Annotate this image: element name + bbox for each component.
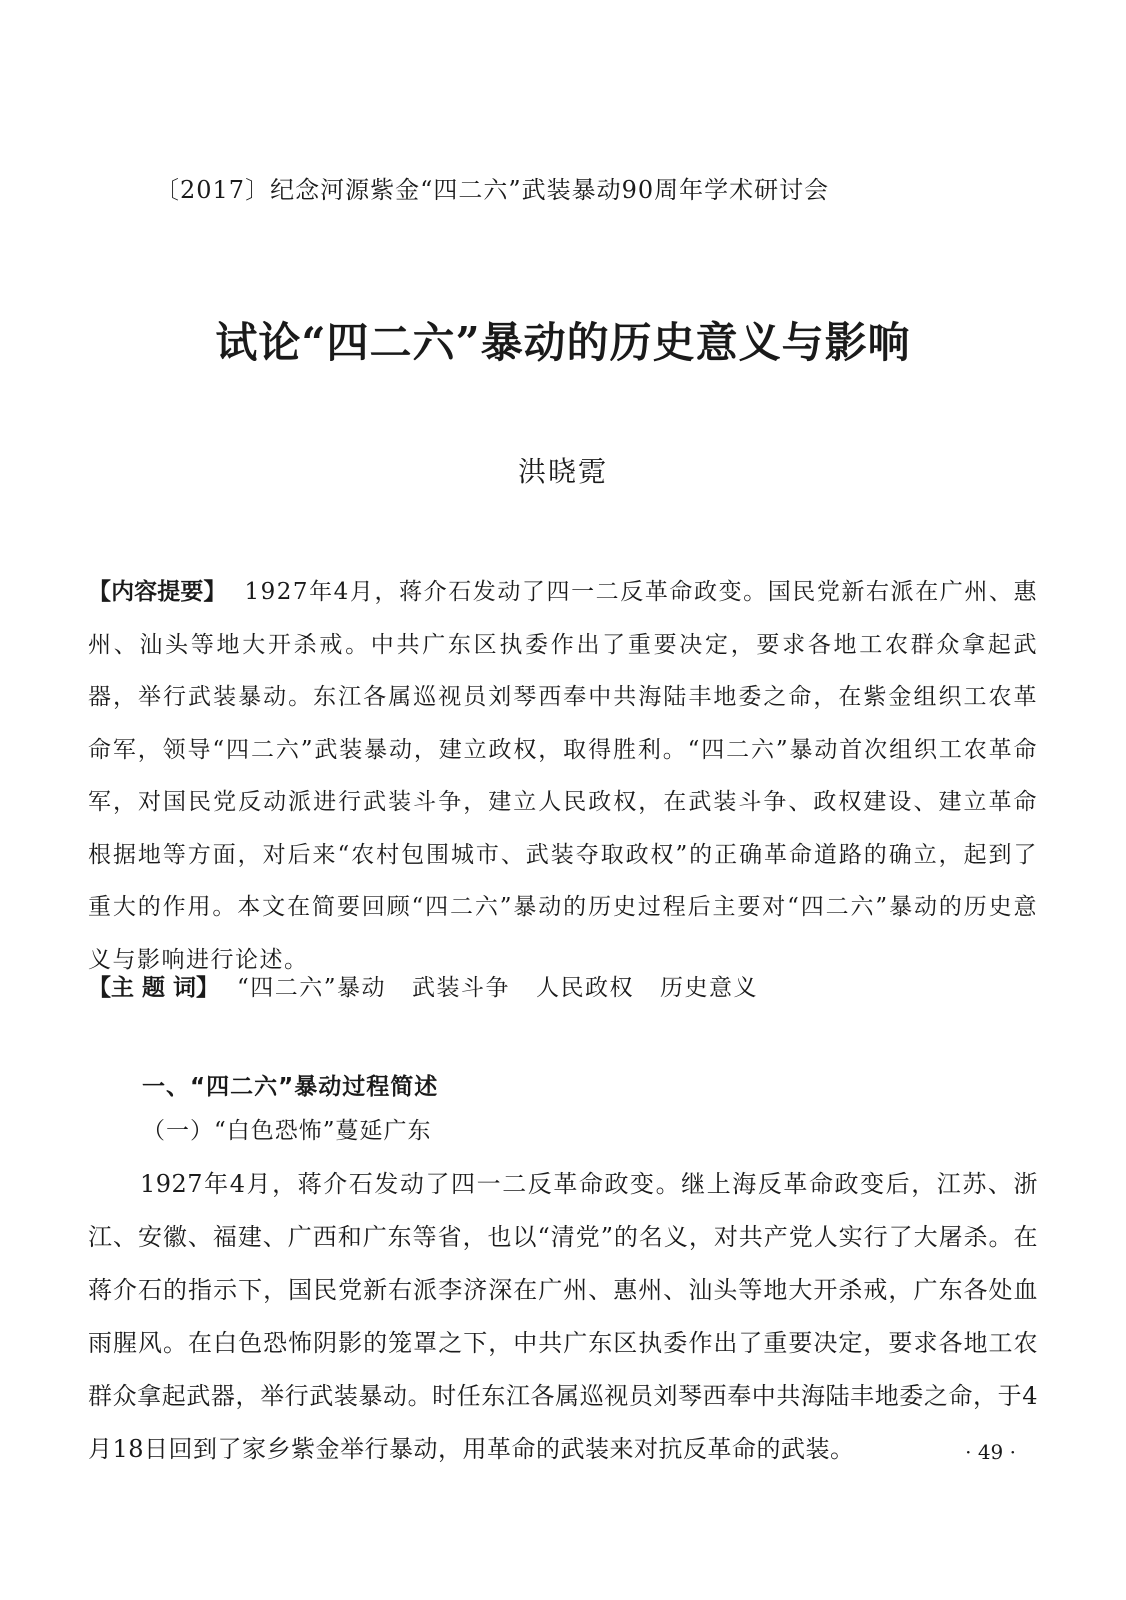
- author-name: 洪晓霓: [517, 455, 608, 488]
- keyword-item: 武装斗争: [412, 975, 511, 1001]
- keywords-label: 【主 题 词】: [88, 975, 220, 1001]
- abstract-block: [88, 566, 1038, 986]
- abstract-text: 1927年4月，蒋介石发动了四一二反革命政变。国民党新右派在广州、惠州、汕头等地大开杀戒。中共广东区执委作出了重要决定，要求各地工农群众拿起武器，举行武装暴动。东江各属巡视员刘琴西奉中共海陆丰地委之命，在紫金组织工农革命军，领导“四二六”武装暴动，建立政权，取得胜利。“四二六”暴动首次组织工农革命军，对国民党反动派进行武装斗争，建立人民政权，在武装斗争、政权建设、建立革命根据地等方面，对后来“农村包围城市、武装夺取政权”的正确革命道路的确立，起到了重大的作用。本文在简要回顾“四二六”暴动的历史过程后主要对“四二六”暴动的历史意义与影响进行论述。: [88, 579, 1039, 973]
- keyword-item: 人民政权: [536, 975, 635, 1001]
- page-number: · 49 ·: [965, 1440, 1016, 1464]
- subsection-heading: （一）“白色恐怖”蔓延广东: [142, 1118, 432, 1144]
- abstract-label: 【内容提要】: [88, 579, 227, 605]
- body-paragraph: 1927年4月，蒋介石发动了四一二反革命政变。继上海反革命政变后，江苏、浙江、安徽、福建、广西和广东等省，也以“清党”的名义，对共产党人实行了大屠杀。在蒋介石的指示下，国民党新右派李济深在广州、惠州、汕头等地大开杀戒，广东各处血雨腥风。在白色恐怖阴影的笼罩之下，中共广东区执委作出了重要决定，要求各地工农群众拿起武器，举行武装暴动。时任东江各属巡视员刘琴西奉中共海陆丰地委之命，于4月18日回到了家乡紫金举行暴动，用革命的武装来对抗反革命的武装。: [88, 1170, 1038, 1463]
- section-heading: 一、“四二六”暴动过程简述: [142, 1074, 439, 1100]
- keyword-item: 历史意义: [660, 975, 759, 1001]
- conference-header: 〔2017〕纪念河源紫金“四二六”武装暴动90周年学术研讨会: [155, 176, 830, 204]
- keywords-block: [88, 968, 1038, 1008]
- article-title: 试论“四二六”暴动的历史意义与影响: [215, 318, 911, 367]
- keyword-item: “四二六”暴动: [237, 975, 387, 1001]
